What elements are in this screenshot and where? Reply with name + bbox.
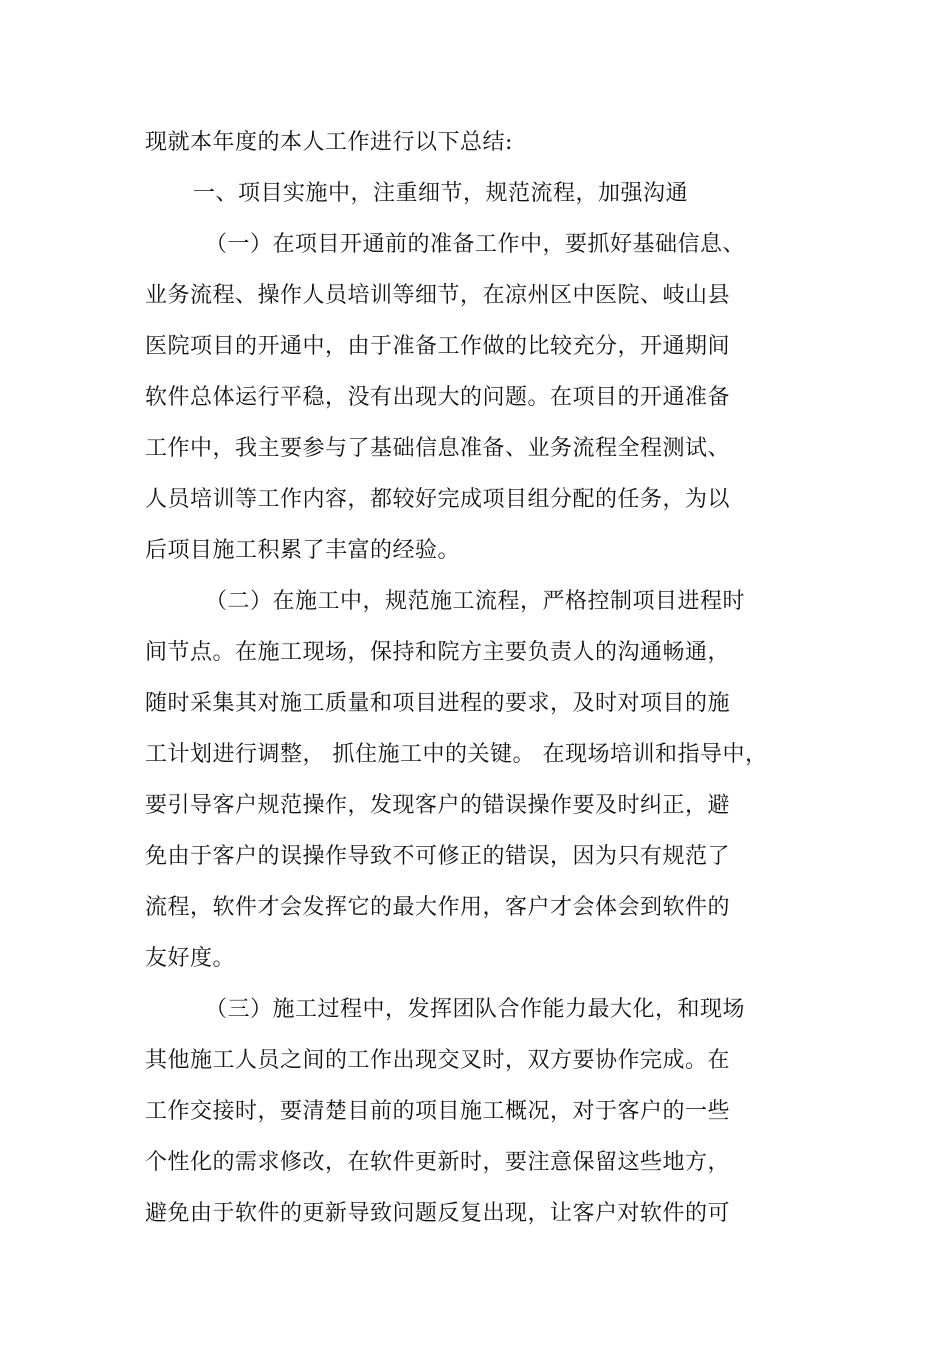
paragraph-line: 业务流程、操作人员培训等细节，在凉州区中医院、岐山县: [145, 283, 731, 308]
paragraph-line: 随时采集其对施工质量和项目进程的要求，及时对项目的施: [145, 691, 731, 716]
paragraph-line: 其他施工人员之间的工作出现交叉时，双方要协作完成。在: [145, 1048, 731, 1073]
paragraph-line: 后项目施工积累了丰富的经验。: [145, 538, 461, 563]
paragraph-line: 人员培训等工作内容，都较好完成项目组分配的任务，为以: [145, 487, 731, 512]
paragraph-line: （三）施工过程中，发挥团队合作能力最大化，和现场: [205, 997, 746, 1022]
paragraph-line: 软件总体运行平稳，没有出现大的问题。在项目的开通准备: [145, 385, 731, 410]
paragraph-line: 医院项目的开通中，由于准备工作做的比较充分，开通期间: [145, 334, 731, 359]
paragraph-line: 免由于客户的误操作导致不可修正的错误，因为只有规范了: [145, 844, 731, 869]
paragraph-line: 避免由于软件的更新导致问题反复出现，让客户对软件的可: [145, 1201, 731, 1226]
paragraph-line: 流程，软件才会发挥它的最大作用，客户才会体会到软件的: [145, 895, 731, 920]
paragraph-line: 间节点。在施工现场，保持和院方主要负责人的沟通畅通，: [145, 640, 731, 665]
paragraph-line: 工作交接时，要清楚目前的项目施工概况，对于客户的一些: [145, 1099, 731, 1124]
paragraph-line: 要引导客户规范操作，发现客户的错误操作要及时纠正，避: [145, 793, 731, 818]
paragraph-line: （一）在项目开通前的准备工作中，要抓好基础信息、: [205, 232, 746, 257]
paragraph-line: 工作中，我主要参与了基础信息准备、业务流程全程测试、: [145, 436, 731, 461]
paragraph-line: （二）在施工中，规范施工流程，严格控制项目进程时: [205, 589, 746, 614]
intro-line: 现就本年度的本人工作进行以下总结:: [145, 130, 513, 155]
paragraph-line: 工计划进行调整， 抓住施工中的关键。 在现场培训和指导中，: [145, 742, 768, 767]
paragraph-line: 个性化的需求修改，在软件更新时，要注意保留这些地方，: [145, 1150, 731, 1175]
section-heading: 一、项目实施中，注重细节，规范流程，加强沟通: [193, 181, 689, 206]
paragraph-line: 友好度。: [145, 946, 236, 971]
